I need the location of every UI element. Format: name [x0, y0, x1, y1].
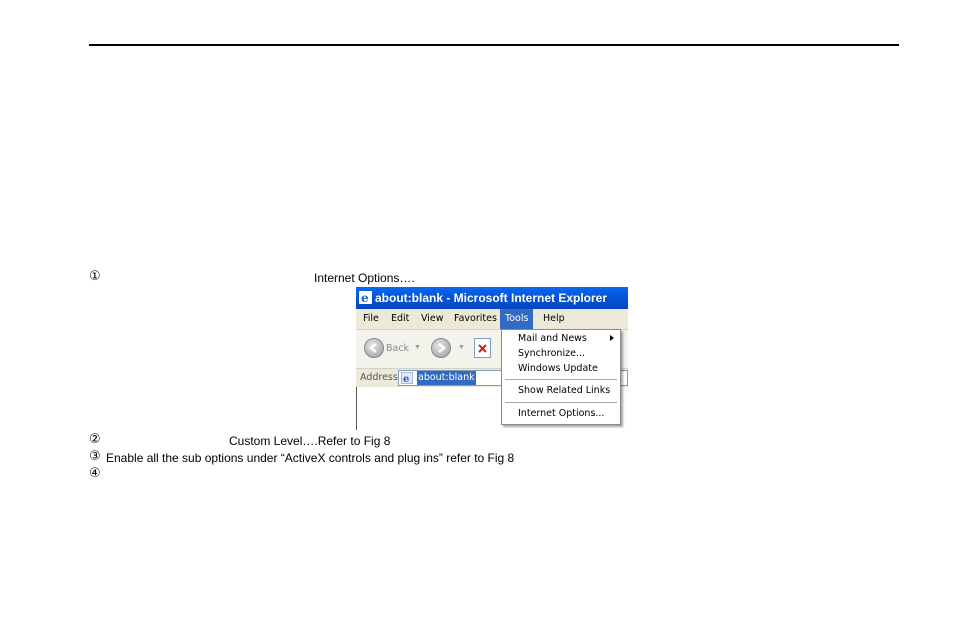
menu-item-internet-options[interactable]: Internet Options... [518, 408, 605, 419]
back-button[interactable] [364, 338, 384, 358]
address-value: about:blank [418, 372, 475, 383]
menu-item-show-related-links[interactable]: Show Related Links [518, 385, 611, 396]
svg-text:e: e [403, 374, 410, 384]
stop-icon [475, 339, 490, 357]
step-3-text: Enable all the sub options under “ActiveX controls and plug ins” refer to Fig 8 [106, 451, 515, 465]
window-title: about:blank - Microsoft Internet Explorer [375, 291, 608, 305]
menu-file[interactable]: File [363, 313, 379, 324]
step-3-marker: ③ [89, 449, 101, 464]
step-4-marker: ④ [89, 466, 101, 481]
submenu-arrow-icon [610, 335, 614, 341]
step-2-marker: ② [89, 432, 101, 447]
forward-button[interactable] [431, 338, 451, 358]
menu-separator [505, 379, 617, 380]
address-label: Address [360, 372, 398, 383]
menu-item-windows-update[interactable]: Windows Update [518, 363, 598, 374]
back-label: Back [386, 343, 410, 354]
step-1-text: Internet Options…. [314, 271, 415, 285]
svg-text:e: e [361, 291, 369, 304]
title-bar [356, 287, 628, 309]
page-icon [401, 372, 413, 384]
back-dropdown-icon[interactable]: ▼ [414, 344, 421, 351]
back-icon [367, 341, 381, 355]
ie-logo-icon [359, 291, 372, 304]
step-1-marker: ① [89, 269, 101, 284]
step-2-text: Custom Level….Refer to Fig 8 [229, 434, 391, 448]
menu-item-synchronize[interactable]: Synchronize... [518, 348, 585, 359]
menu-separator [505, 402, 617, 403]
menu-help[interactable]: Help [543, 313, 565, 324]
forward-icon [434, 341, 448, 355]
menu-view[interactable]: View [421, 313, 444, 324]
stop-button[interactable] [474, 338, 491, 358]
menu-item-mail-and-news[interactable]: Mail and News [518, 333, 587, 344]
forward-dropdown-icon[interactable]: ▼ [458, 344, 465, 351]
menu-favorites[interactable]: Favorites [454, 313, 497, 324]
menu-edit[interactable]: Edit [391, 313, 410, 324]
menu-bar [356, 309, 628, 330]
menu-tools[interactable]: Tools [500, 309, 533, 329]
header-rule [89, 44, 899, 46]
tools-menu [501, 329, 621, 425]
